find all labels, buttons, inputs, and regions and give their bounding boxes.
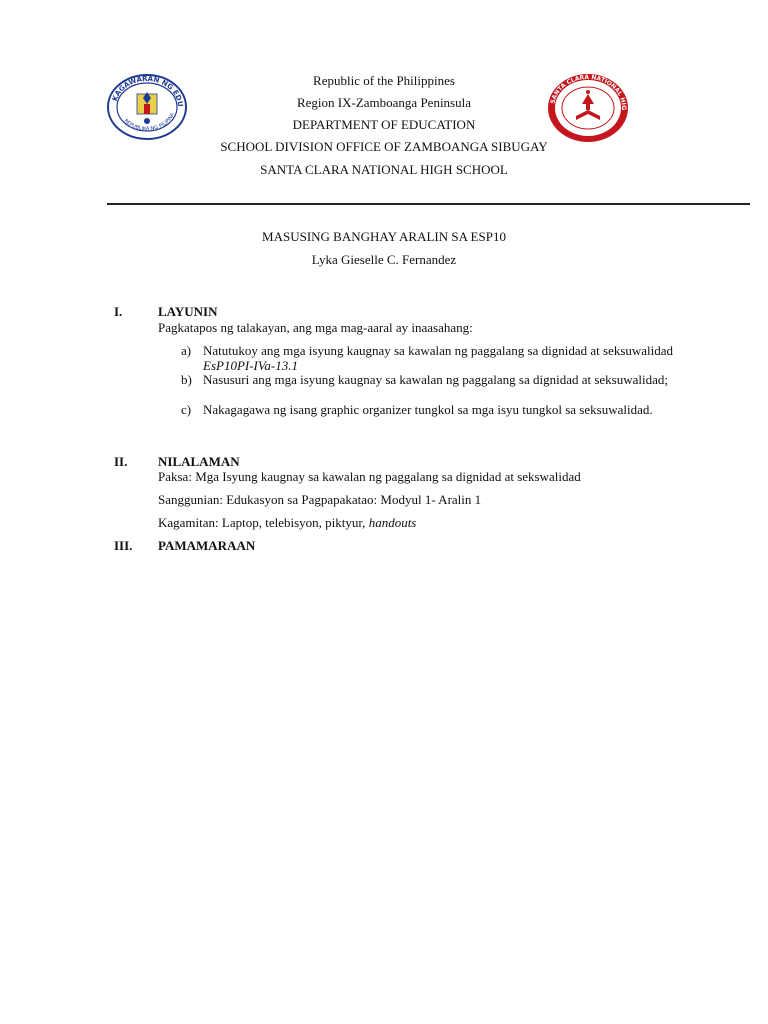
objective-a-code: EsP10PI-IVa-13.1 xyxy=(203,358,298,373)
objective-c-marker: c) xyxy=(181,402,192,417)
objective-a-marker: a) xyxy=(181,343,192,358)
section-2-paksa: Paksa: Mga Isyung kaugnay sa kawalan ng paggalang sa dignidad at sekswalidad xyxy=(158,469,581,484)
section-2-kagamitan-handouts: handouts xyxy=(368,515,417,530)
objective-c-text: Nakagagawa ng isang graphic organizer tungkol sa mga isyu tungkol sa seksuwalidad. xyxy=(203,402,653,417)
section-2-kagamitan: Kagamitan: Laptop, telebisyon, piktyur, handouts xyxy=(158,515,417,530)
section-1-heading: LAYUNIN xyxy=(158,304,218,319)
section-2-number: II. xyxy=(114,454,128,469)
svg-text:KAGAWARAN NG EDUKASYON: KAGAWARAN NG EDU xyxy=(110,74,185,108)
header-department: DEPARTMENT OF EDUCATION xyxy=(292,117,476,132)
header-region: Region IX-Zamboanga Peninsula xyxy=(296,95,471,110)
objective-b-text: Nasusuri ang mga isyung kaugnay sa kawalan ng paggalang sa dignidad at seksuwalidad; xyxy=(203,372,668,387)
author-name: Lyka Gieselle C. Fernandez xyxy=(311,252,457,267)
lesson-plan-title: MASUSING BANGHAY ARALIN SA ESP10 xyxy=(262,229,506,244)
section-3-heading: PAMAMARAAN xyxy=(158,538,256,553)
header-divider xyxy=(107,203,750,205)
svg-text:SANTA CLARA NATIONAL HIGH SCHO: SANTA CLARA NATIONAL HIG xyxy=(549,73,628,111)
section-3-number: III. xyxy=(114,538,133,553)
svg-text:REPUBLIKA NG PILIPINAS: REPUBLIKA NG PILIPINA xyxy=(122,112,177,133)
section-1-number: I. xyxy=(114,304,123,319)
section-2-sanggunian: Sanggunian: Edukasyon sa Pagpapakatao: Modyul 1- Aralin 1 xyxy=(158,492,482,507)
objective-b-marker: b) xyxy=(181,372,192,387)
header-division: SCHOOL DIVISION OFFICE OF ZAMBOANGA SIBUGAY xyxy=(220,139,548,154)
header-republic: Republic of the Philippines xyxy=(313,73,455,88)
section-1-intro: Pagkatapos ng talakayan, ang mga mag-aaral ay inaasahang: xyxy=(158,320,473,335)
section-2-heading: NILALAMAN xyxy=(158,454,240,469)
objective-a-text: Natutukoy ang mga isyung kaugnay sa kawalan ng paggalang sa dignidad at seksuwalidad EsP10PI-IVa-13.1 xyxy=(203,343,674,373)
header-school: SANTA CLARA NATIONAL HIGH SCHOOL xyxy=(260,162,508,177)
